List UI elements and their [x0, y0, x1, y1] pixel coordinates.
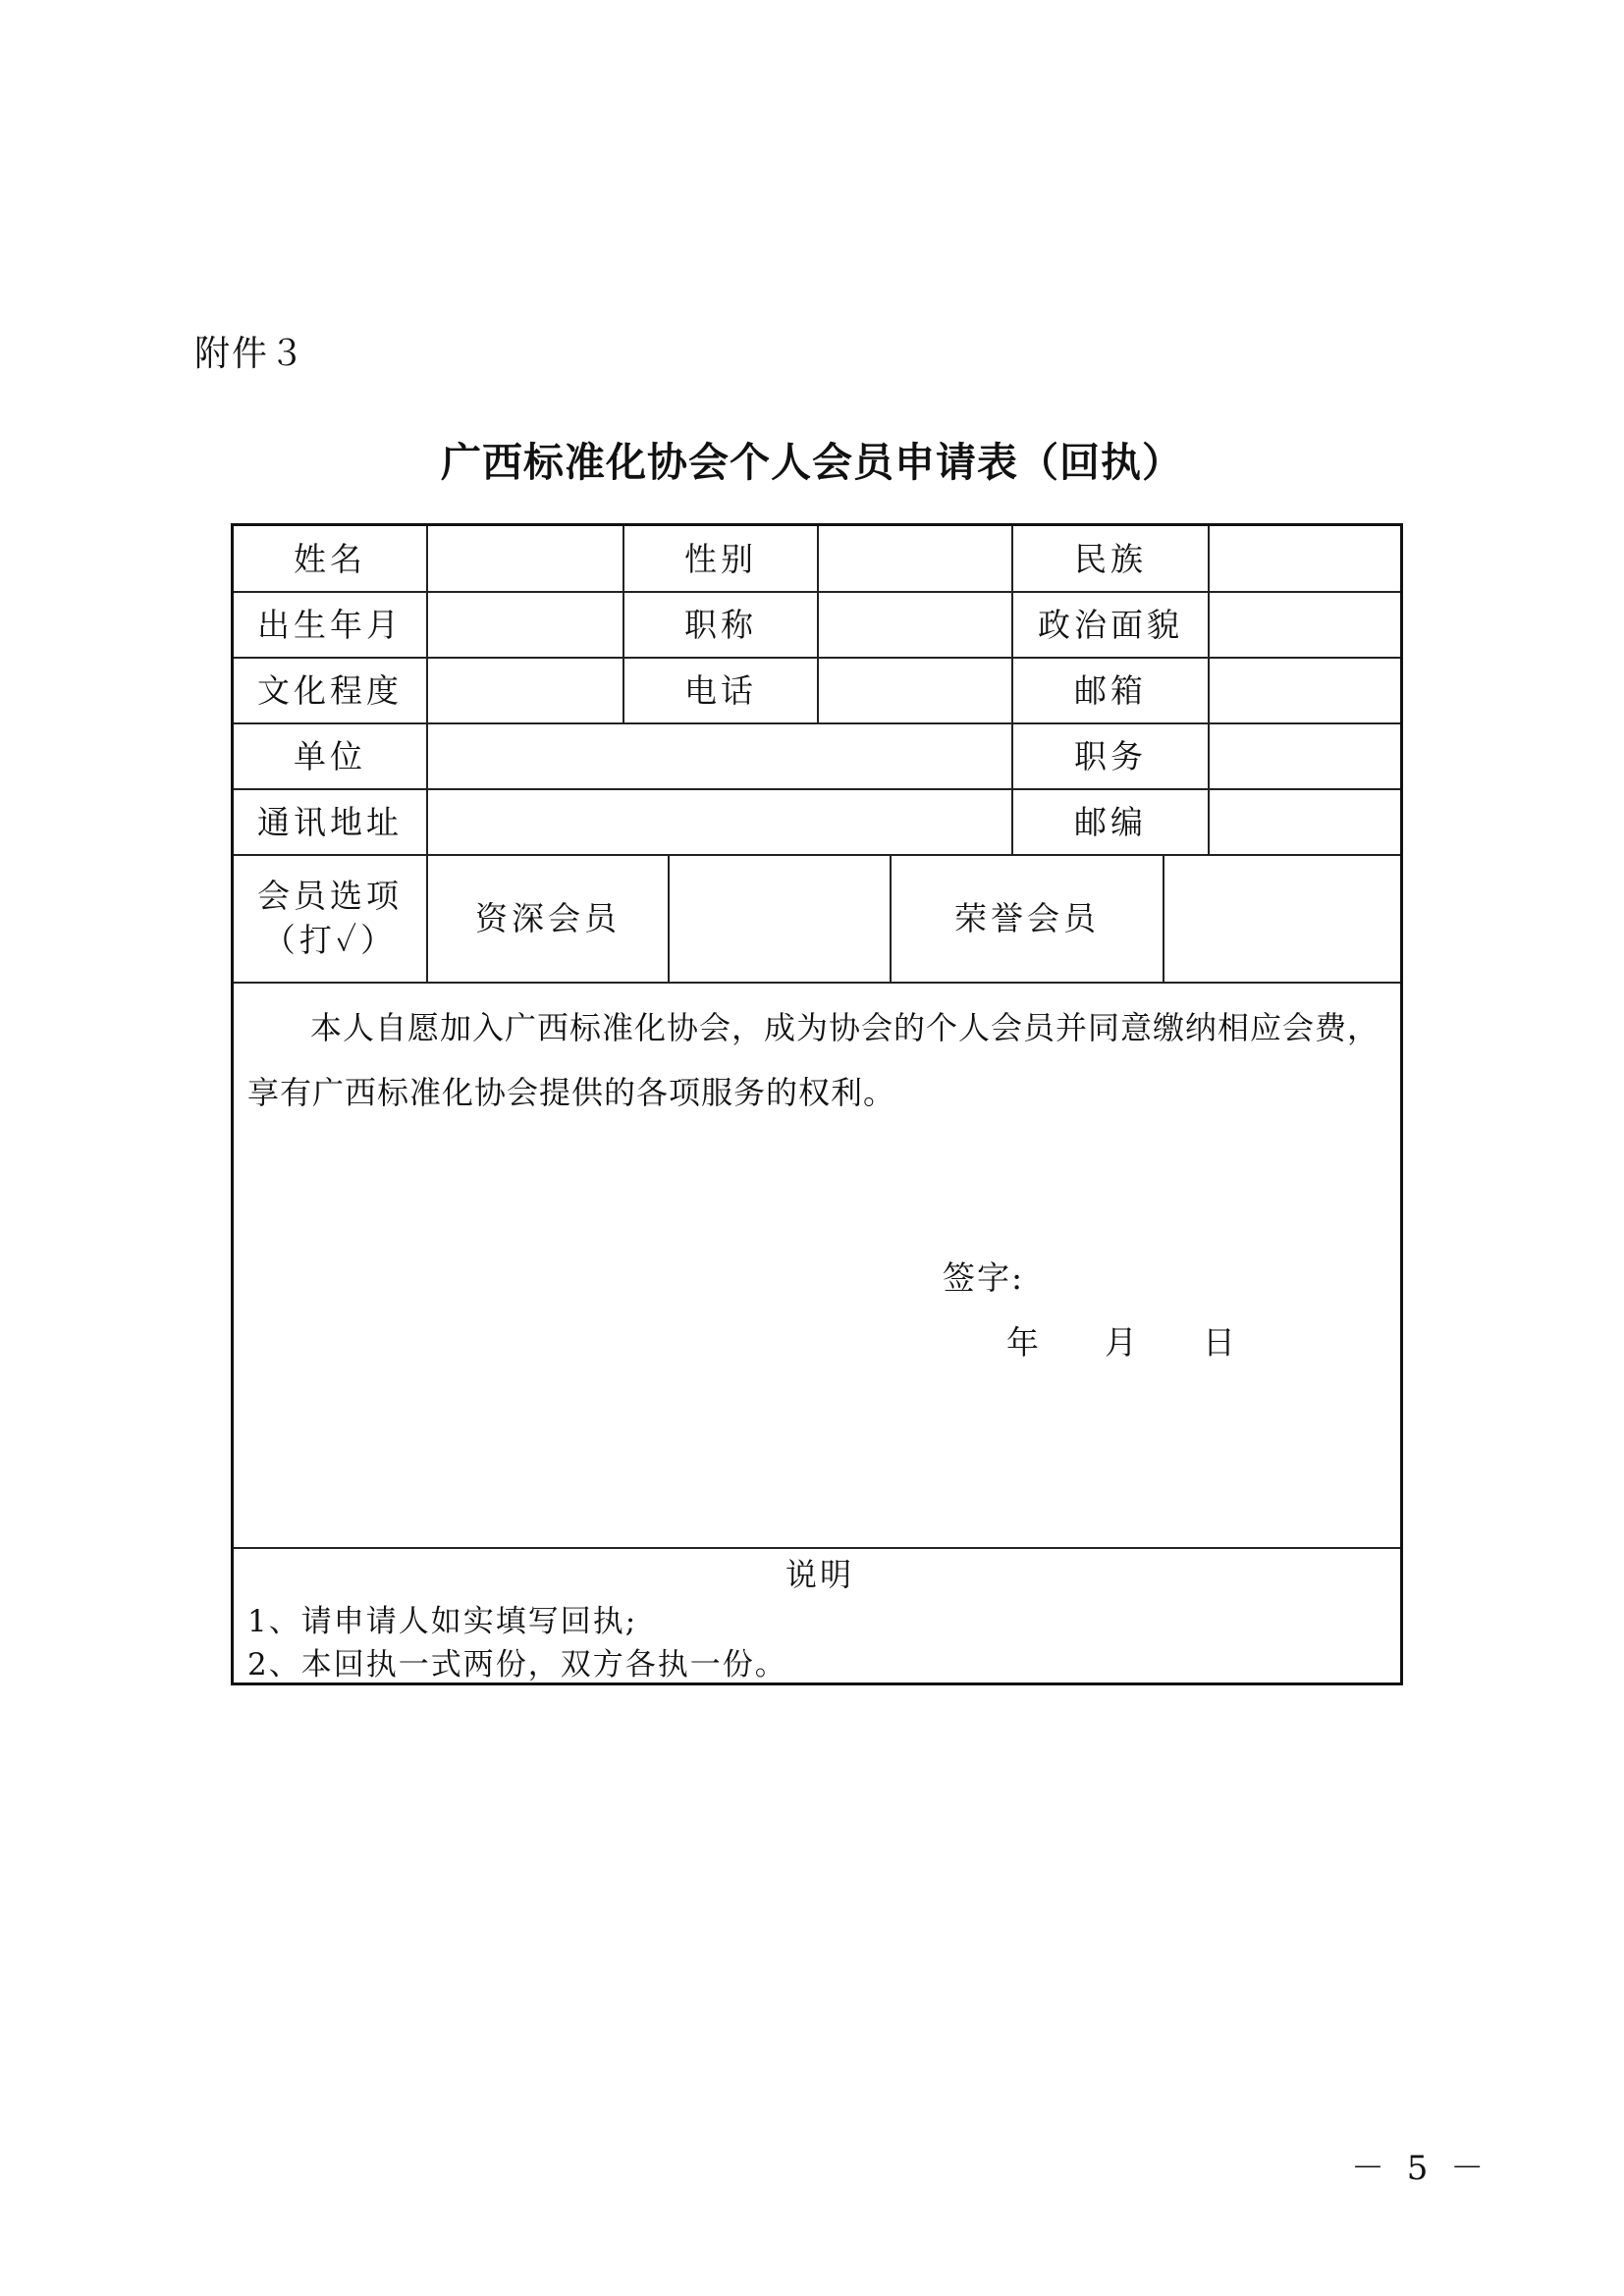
gender-field[interactable] — [819, 526, 1011, 591]
duty-label: 职务 — [1074, 736, 1147, 775]
phone-label: 电话 — [684, 670, 757, 710]
statement-text: 本人自愿加入广西标准化协会，成为协会的个人会员并同意缴纳相应会费，享有广西标准化协会提供的各项服务的权利。 — [247, 1009, 1380, 1111]
signature-field[interactable] — [1049, 1243, 1343, 1298]
title-label: 职称 — [684, 605, 757, 644]
honorary-member-checkbox[interactable] — [1164, 855, 1400, 982]
political-status-field[interactable] — [1210, 592, 1400, 657]
senior-member-checkbox[interactable] — [670, 855, 890, 982]
row-divider — [234, 982, 1400, 984]
duty-field[interactable] — [1210, 723, 1400, 788]
signature-label: 签字: — [943, 1258, 1025, 1297]
address-field[interactable] — [428, 789, 1011, 854]
gender-label: 性别 — [684, 539, 757, 578]
email-label: 邮箱 — [1074, 670, 1147, 710]
postcode-label: 邮编 — [1074, 802, 1147, 841]
page-number: － 5 － — [1351, 2149, 1490, 2188]
note-item-2: 2、本回执一式两份，双方各执一份。 — [247, 1647, 787, 1682]
attachment-label: 附件３ — [194, 334, 307, 374]
honorary-member-label: 荣誉会员 — [954, 899, 1100, 937]
professional-title-field[interactable] — [819, 592, 1011, 657]
signature-year: 年 — [1006, 1323, 1041, 1362]
email-field[interactable] — [1210, 658, 1400, 722]
membership-label — [234, 855, 426, 982]
unit-label: 单位 — [294, 736, 366, 775]
signature-day: 日 — [1203, 1323, 1237, 1362]
ethnicity-field[interactable] — [1210, 526, 1400, 591]
form-title: 广西标准化协会个人会员申请表（回执） — [441, 439, 1183, 486]
notes-title: 说明 — [785, 1556, 854, 1593]
row-divider — [234, 1547, 1400, 1549]
address-label: 通讯地址 — [257, 802, 403, 841]
note-item-1: 1、请申请人如实填写回执; — [247, 1604, 638, 1639]
postcode-field[interactable] — [1210, 789, 1400, 854]
membership-label-line1: 会员选项 — [257, 876, 403, 915]
unit-field[interactable] — [428, 723, 1011, 788]
signature-month: 月 — [1105, 1323, 1139, 1362]
ethnicity-label: 民族 — [1074, 539, 1147, 578]
membership-label-line2: （打✓） — [262, 920, 398, 959]
application-form — [231, 523, 1403, 1685]
name-label: 姓名 — [294, 539, 366, 578]
education-field[interactable] — [428, 658, 623, 722]
birth-date-field[interactable] — [428, 592, 623, 657]
birth-date-label: 出生年月 — [257, 605, 403, 644]
name-field[interactable] — [428, 526, 623, 591]
political-status-label: 政治面貌 — [1038, 605, 1183, 644]
phone-field[interactable] — [819, 658, 1011, 722]
education-label: 文化程度 — [257, 670, 403, 710]
senior-member-label: 资深会员 — [475, 899, 621, 937]
